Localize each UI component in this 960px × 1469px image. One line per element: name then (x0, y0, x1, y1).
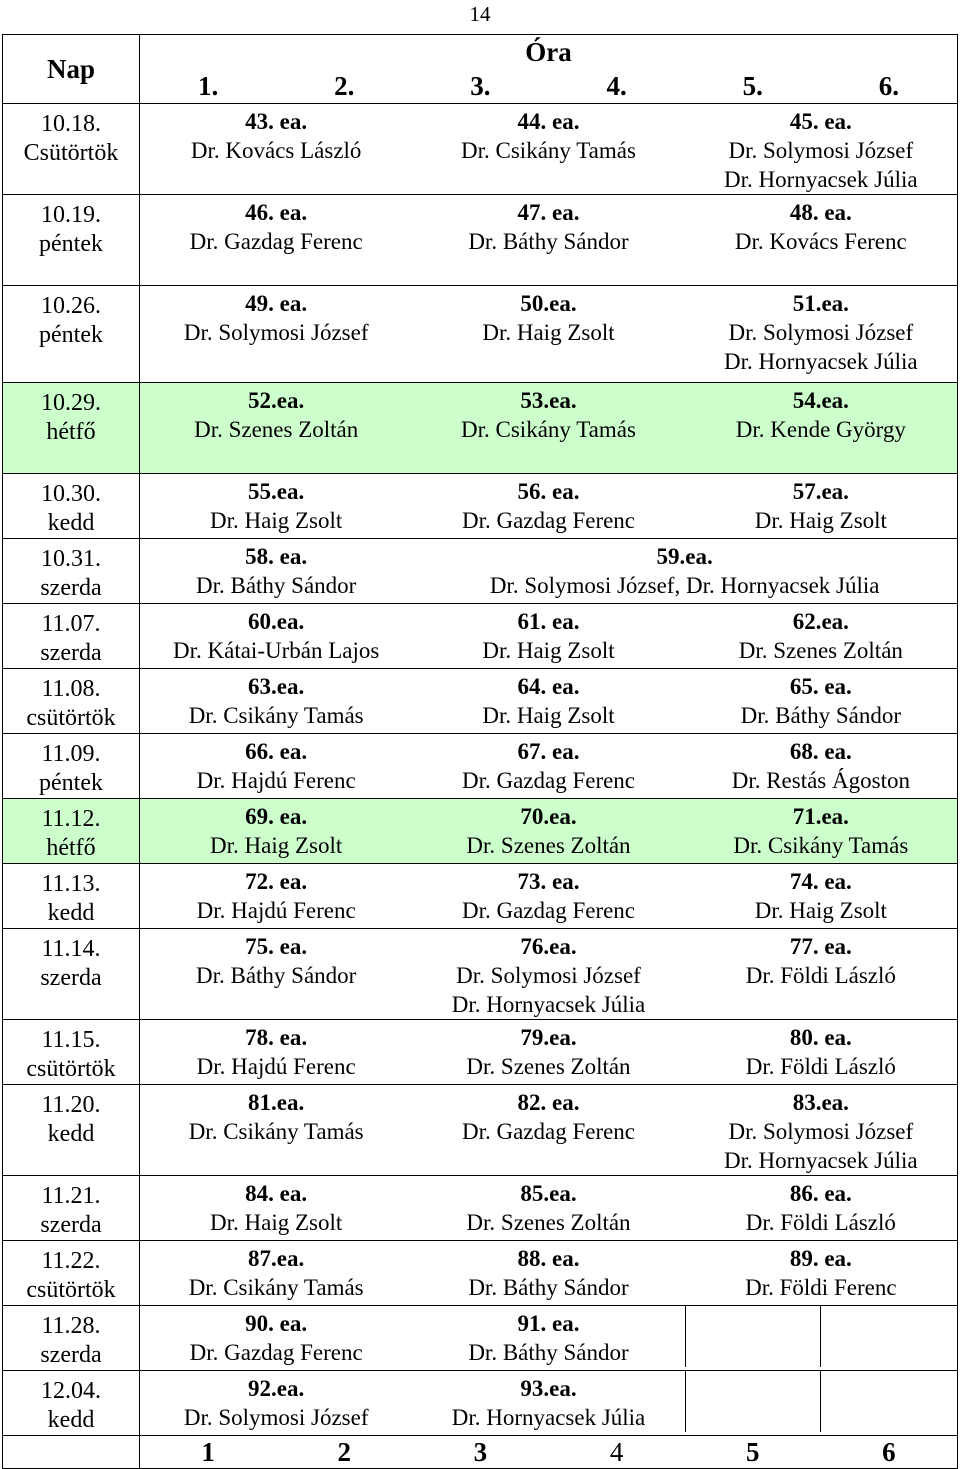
footer-hour-3: 3 (473, 1437, 488, 1467)
lecture-slot (685, 669, 957, 730)
lecture-number: 67. ea. (517, 739, 580, 764)
slot-grid (140, 1085, 957, 1175)
lecture-number: 75. ea. (245, 934, 308, 959)
lecture-slot (140, 1306, 412, 1367)
row-date: 11.21. (41, 1183, 101, 1209)
schedule-row (3, 799, 958, 864)
lecture-slot (685, 929, 957, 1019)
day-cell (3, 104, 140, 195)
lecture-slots-cell (140, 195, 958, 286)
slot-grid (140, 286, 957, 376)
lecture-slots-cell (140, 383, 958, 474)
lecturer-name: Dr. Csikány Tamás (188, 1275, 364, 1300)
lecture-number: 55.ea. (248, 479, 305, 504)
lecture-number: 78. ea. (245, 1025, 308, 1050)
lecturer-name: Dr. Solymosi József (456, 963, 641, 988)
lecture-number: 70.ea. (520, 804, 577, 829)
row-date: 10.18. (41, 111, 101, 137)
lecturer-name: Dr. Báthy Sándor (468, 1340, 629, 1365)
row-weekday: szerda (40, 965, 102, 991)
lecture-slot (412, 734, 684, 795)
row-weekday: hétfő (46, 835, 96, 861)
slot-grid (140, 1306, 957, 1367)
lecture-number: 51.ea. (792, 291, 849, 316)
row-date: 11.14. (41, 936, 101, 962)
footer-hour-1: 1 (201, 1437, 215, 1467)
lecture-slot (140, 1176, 412, 1237)
schedule-row (3, 104, 958, 195)
lecture-slot (685, 864, 957, 925)
lecture-slot (412, 539, 957, 600)
day-cell (3, 799, 140, 864)
schedule-row (3, 539, 958, 604)
slot-grid (140, 929, 957, 1019)
lecturer-name: Dr. Haig Zsolt (210, 1210, 343, 1235)
lecture-slots-cell (140, 474, 958, 539)
lecture-number: 82. ea. (517, 1090, 580, 1115)
day-cell (3, 1306, 140, 1371)
lecture-slot (412, 604, 684, 665)
lecture-slot (140, 734, 412, 795)
lecture-slot (412, 929, 684, 1019)
lecturer-name: Dr. Gazdag Ferenc (461, 768, 636, 793)
lecturer-name: Dr. Báthy Sándor (740, 703, 901, 728)
lecturer-name: Dr. Hornyacsek Júlia (724, 167, 918, 192)
lecturer-name: Dr. Báthy Sándor (195, 573, 357, 598)
lecturer-name: Dr. Haig Zsolt (482, 638, 615, 663)
lecturer-name: Dr. Csikány Tamás (188, 703, 364, 728)
row-weekday: kedd (47, 1407, 95, 1433)
lecture-number: 50.ea. (520, 291, 577, 316)
hour-6: 6. (878, 71, 900, 101)
lecturer-name: Dr. Solymosi József (728, 1119, 914, 1144)
footer-hour-6: 6 (882, 1437, 896, 1467)
lecturer-name: Dr. Gazdag Ferenc (461, 508, 636, 533)
hour-1: 1. (197, 71, 219, 101)
row-date: 12.04. (41, 1378, 101, 1404)
schedule-row (3, 474, 958, 539)
lecture-number: 91. ea. (517, 1311, 580, 1336)
row-weekday: Csütörtök (23, 140, 119, 166)
lecturer-name: Dr. Solymosi József (183, 320, 369, 345)
slot-grid (140, 734, 957, 795)
day-cell (3, 539, 140, 604)
lecture-number: 88. ea. (517, 1246, 580, 1271)
lecturer-name: Dr. Hajdú Ferenc (196, 1054, 356, 1079)
schedule-row (3, 864, 958, 929)
row-weekday: péntek (39, 770, 103, 796)
lecture-number: 71.ea. (792, 804, 849, 829)
lecture-slots-cell (140, 929, 958, 1020)
row-weekday: péntek (39, 231, 103, 257)
lecturer-name: Dr. Csikány Tamás (188, 1119, 364, 1144)
lecture-number: 44. ea. (517, 109, 580, 134)
lecture-number: 85.ea. (520, 1181, 577, 1206)
row-date: 11.28. (41, 1313, 101, 1339)
row-date: 11.09. (41, 741, 101, 767)
row-date: 10.26. (41, 293, 101, 319)
lecturer-name: Dr. Szenes Zoltán (466, 833, 631, 858)
lecturer-name: Dr. Haig Zsolt (754, 508, 887, 533)
lecture-number: 47. ea. (517, 200, 580, 225)
day-cell (3, 195, 140, 286)
lecture-number: 69. ea. (245, 804, 308, 829)
lecture-slots-cell (140, 1371, 958, 1436)
lecturer-name: Dr. Báthy Sándor (195, 963, 357, 988)
lecturer-name: Dr. Haig Zsolt (482, 703, 615, 728)
empty-slot (685, 1306, 957, 1367)
lecture-slot (685, 1085, 957, 1175)
lecturer-name: Dr. Gazdag Ferenc (189, 1340, 363, 1365)
footer-hour-4: 4 (609, 1437, 624, 1467)
row-date: 10.29. (41, 390, 101, 416)
lecture-slot (412, 286, 684, 376)
lecturer-name: Dr. Hajdú Ferenc (196, 768, 356, 793)
row-weekday: kedd (47, 1121, 95, 1147)
lecture-slot (685, 383, 957, 444)
lecturer-name: Dr. Solymosi József (728, 138, 914, 163)
lecture-slot (412, 195, 684, 256)
day-cell (3, 864, 140, 929)
lecture-slot (140, 604, 412, 665)
hour-numbers (140, 69, 957, 103)
lecture-number: 65. ea. (789, 674, 852, 699)
lecture-slot (412, 104, 684, 194)
row-date: 11.15. (41, 1027, 101, 1053)
slot-grid (140, 1176, 957, 1237)
lecturer-name: Dr. Földi Ferenc (745, 1275, 897, 1300)
lecture-number: 62.ea. (792, 609, 849, 634)
lecture-number: 81.ea. (248, 1090, 305, 1115)
lecture-slots-cell (140, 1306, 958, 1371)
lecture-number: 66. ea. (245, 739, 308, 764)
schedule-row (3, 1241, 958, 1306)
schedule-row (3, 286, 958, 383)
row-weekday: csütörtök (26, 1056, 116, 1082)
lecturer-name: Dr. Hajdú Ferenc (196, 898, 356, 923)
lecture-slot (685, 604, 957, 665)
lecturer-name: Dr. Csikány Tamás (461, 417, 636, 442)
row-date: 11.08. (41, 676, 101, 702)
lecture-slot (140, 383, 412, 444)
lecture-slot (685, 1176, 957, 1237)
lecture-slots-cell (140, 1241, 958, 1306)
lecture-slot (412, 1085, 684, 1175)
lecture-number: 58. ea. (245, 544, 308, 569)
day-cell (3, 1241, 140, 1306)
lecture-slot (685, 286, 957, 376)
lecture-slot (412, 474, 684, 535)
lecturer-name: Dr. Földi László (745, 1054, 896, 1079)
lecturer-name: Dr. Kátai-Urbán Lajos (173, 638, 380, 663)
lecture-slot (412, 1306, 684, 1367)
lecture-number: 52.ea. (248, 388, 305, 413)
lecture-number: 46. ea. (245, 200, 308, 225)
lecture-slots-cell (140, 604, 958, 669)
lecture-slot (140, 286, 412, 376)
schedule-table (2, 34, 958, 1469)
lecture-number: 61. ea. (517, 609, 580, 634)
lecture-slot (412, 1020, 684, 1081)
row-weekday: kedd (47, 510, 95, 536)
ora-header: Óra (525, 37, 572, 67)
footer-row (3, 1436, 958, 1469)
footer-hour-5: 5 (745, 1437, 760, 1467)
day-cell (3, 383, 140, 474)
day-cell (3, 1371, 140, 1436)
ora-header-cell (140, 35, 958, 104)
lecturer-name: Dr. Haig Zsolt (482, 320, 615, 345)
row-date: 11.20. (41, 1092, 101, 1118)
slot-grid (140, 1020, 957, 1081)
lecture-number: 76.ea. (520, 934, 577, 959)
lecture-slots-cell (140, 669, 958, 734)
row-weekday: szerda (40, 1342, 102, 1368)
lecture-number: 84. ea. (245, 1181, 308, 1206)
lecture-slots-cell (140, 1085, 958, 1176)
lecture-slots-cell (140, 864, 958, 929)
lecture-number: 80. ea. (789, 1025, 852, 1050)
footer-hour-2: 2 (337, 1437, 351, 1467)
lecture-slots-cell (140, 286, 958, 383)
day-cell (3, 1020, 140, 1085)
lecture-slots-cell (140, 799, 958, 864)
lecturer-name: Dr. Báthy Sándor (468, 1275, 629, 1300)
lecture-number: 79.ea. (520, 1025, 577, 1050)
slot-grid (140, 474, 957, 535)
slot-grid (140, 1371, 957, 1432)
slot-grid (140, 104, 957, 194)
lecturer-name: Dr. Haig Zsolt (754, 898, 887, 923)
lecturer-name: Dr. Báthy Sándor (468, 229, 629, 254)
lecturer-name: Dr. Gazdag Ferenc (461, 1119, 636, 1144)
lecture-number: 64. ea. (517, 674, 580, 699)
schedule-row (3, 383, 958, 474)
lecture-number: 89. ea. (789, 1246, 852, 1271)
lecture-number: 92.ea. (248, 1376, 305, 1401)
lecture-number: 86. ea. (789, 1181, 852, 1206)
slot-grid (140, 669, 957, 730)
lecture-number: 45. ea. (789, 109, 852, 134)
lecture-number: 68. ea. (789, 739, 852, 764)
lecturer-name: Dr. Hornyacsek Júlia (724, 1148, 918, 1173)
lecturer-name: Dr. Földi László (745, 1210, 896, 1235)
slot-grid (140, 864, 957, 925)
footer-hours-cell (140, 1436, 958, 1469)
schedule-row (3, 1020, 958, 1085)
schedule-row (3, 734, 958, 799)
day-cell (3, 734, 140, 799)
schedule-row (3, 669, 958, 734)
hour-5: 5. (742, 71, 763, 101)
lecture-slot (685, 474, 957, 535)
lecture-number: 93.ea. (520, 1376, 577, 1401)
lecture-slot (140, 1241, 412, 1302)
lecturer-name: Dr. Hornyacsek Júlia (724, 349, 918, 374)
lecture-slot (685, 734, 957, 795)
schedule-row (3, 1306, 958, 1371)
lecture-number: 59.ea. (656, 544, 713, 569)
lecturer-name: Dr. Gazdag Ferenc (189, 229, 363, 254)
lecturer-name: Dr. Kovács László (190, 138, 362, 163)
row-weekday: csütörtök (26, 1277, 116, 1303)
lecture-number: 73. ea. (517, 869, 580, 894)
lecture-number: 49. ea. (245, 291, 308, 316)
day-cell (3, 1176, 140, 1241)
lecture-number: 48. ea. (789, 200, 852, 225)
row-date: 10.31. (41, 546, 101, 572)
page-number: 14 (469, 2, 491, 26)
row-date: 10.30. (41, 481, 101, 507)
lecturer-name: Dr. Haig Zsolt (210, 833, 343, 858)
slot-grid (140, 799, 957, 860)
row-weekday: péntek (39, 322, 103, 348)
lecture-number: 43. ea. (245, 109, 308, 134)
row-weekday: szerda (40, 640, 102, 666)
day-cell (3, 604, 140, 669)
lecture-slot (412, 799, 684, 860)
day-cell (3, 929, 140, 1020)
lecturer-name: Dr. Kovács Ferenc (734, 229, 907, 254)
lecture-number: 57.ea. (792, 479, 849, 504)
hour-3: 3. (470, 71, 491, 101)
row-weekday: csütörtök (26, 705, 116, 731)
lecture-slot (685, 195, 957, 256)
schedule-row (3, 929, 958, 1020)
row-weekday: szerda (40, 1212, 102, 1238)
header-row (3, 35, 958, 104)
lecture-slot (412, 864, 684, 925)
schedule-row (3, 604, 958, 669)
lecture-slot (412, 669, 684, 730)
lecture-number: 56. ea. (517, 479, 580, 504)
lecturer-name: Dr. Csikány Tamás (461, 138, 636, 163)
lecturer-name: Dr. Csikány Tamás (733, 833, 909, 858)
lecturer-name: Dr. Szenes Zoltán (738, 638, 903, 663)
empty-slot-5 (686, 1306, 822, 1367)
day-cell (3, 474, 140, 539)
lecture-number: 77. ea. (789, 934, 852, 959)
day-cell (3, 669, 140, 734)
lecture-slot (140, 669, 412, 730)
lecture-slot (140, 539, 412, 600)
lecture-slots-cell (140, 104, 958, 195)
lecturer-name: Dr. Földi László (745, 963, 896, 988)
row-weekday: szerda (40, 575, 102, 601)
slot-grid (140, 383, 957, 444)
slot-grid (140, 604, 957, 665)
hour-4: 4. (606, 71, 627, 101)
footer-empty-cell (3, 1436, 140, 1469)
row-weekday: kedd (47, 900, 95, 926)
lecture-slots-cell (140, 734, 958, 799)
lecturer-name: Dr. Szenes Zoltán (466, 1054, 631, 1079)
lecturer-name: Dr. Hornyacsek Júlia (451, 1405, 646, 1430)
slot-grid (140, 1241, 957, 1302)
row-date: 11.12. (41, 806, 101, 832)
schedule-row (3, 195, 958, 286)
lecturer-name: Dr. Solymosi József (183, 1405, 369, 1430)
day-cell (3, 286, 140, 383)
lecturer-name: Dr. Solymosi József (728, 320, 914, 345)
lecturer-name: Dr. Hornyacsek Júlia (451, 992, 646, 1017)
lecture-slot (685, 104, 957, 194)
slot-grid (140, 539, 957, 600)
schedule-row (3, 1176, 958, 1241)
lecture-slot (685, 1241, 957, 1302)
empty-slot (685, 1371, 957, 1432)
lecture-slot (140, 474, 412, 535)
row-weekday: hétfő (46, 419, 96, 445)
lecture-slot (140, 1371, 412, 1432)
lecturer-name: Dr. Restás Ágoston (731, 768, 910, 793)
lecture-slots-cell (140, 539, 958, 604)
row-date: 11.13. (41, 871, 101, 897)
lecture-number: 60.ea. (248, 609, 305, 634)
lecture-number: 54.ea. (792, 388, 849, 413)
lecturer-name: Dr. Szenes Zoltán (466, 1210, 631, 1235)
lecturer-name: Dr. Gazdag Ferenc (461, 898, 636, 923)
lecture-slot (412, 1176, 684, 1237)
lecture-slot (140, 929, 412, 1019)
lecturer-name: Dr. Kende György (735, 417, 906, 442)
schedule-row (3, 1085, 958, 1176)
lecture-number: 90. ea. (245, 1311, 308, 1336)
lecture-number: 83.ea. (792, 1090, 849, 1115)
lecture-slot (140, 799, 412, 860)
lecture-slots-cell (140, 1020, 958, 1085)
lecturer-name: Dr. Haig Zsolt (210, 508, 343, 533)
lecture-number: 53.ea. (520, 388, 577, 413)
hour-2: 2. (334, 71, 355, 101)
lecture-slot (140, 195, 412, 256)
lecturer-name: Dr. Szenes Zoltán (194, 417, 359, 442)
row-date: 10.19. (41, 202, 101, 228)
lecture-number: 74. ea. (789, 869, 852, 894)
lecture-number: 63.ea. (248, 674, 305, 699)
empty-slot-5 (686, 1371, 822, 1432)
slot-grid (140, 195, 957, 256)
lecture-slot (412, 383, 684, 444)
lecturer-name: Dr. Solymosi József, Dr. Hornyacsek Júlia (489, 573, 880, 598)
footer-hour-numbers (140, 1436, 957, 1468)
lecture-slot (412, 1241, 684, 1302)
lecture-slot (140, 864, 412, 925)
lecture-slot (140, 1085, 412, 1175)
row-date: 11.22. (41, 1248, 101, 1274)
lecture-slot (412, 1371, 684, 1432)
lecture-slots-cell (140, 1176, 958, 1241)
lecture-number: 87.ea. (248, 1246, 305, 1271)
day-cell (3, 1085, 140, 1176)
lecture-slot (140, 104, 412, 194)
row-date: 11.07. (41, 611, 101, 637)
lecture-slot (140, 1020, 412, 1081)
nap-header: Nap (3, 35, 140, 104)
lecture-slot (685, 799, 957, 860)
lecture-slot (685, 1020, 957, 1081)
lecture-number: 72. ea. (245, 869, 308, 894)
schedule-row (3, 1371, 958, 1436)
